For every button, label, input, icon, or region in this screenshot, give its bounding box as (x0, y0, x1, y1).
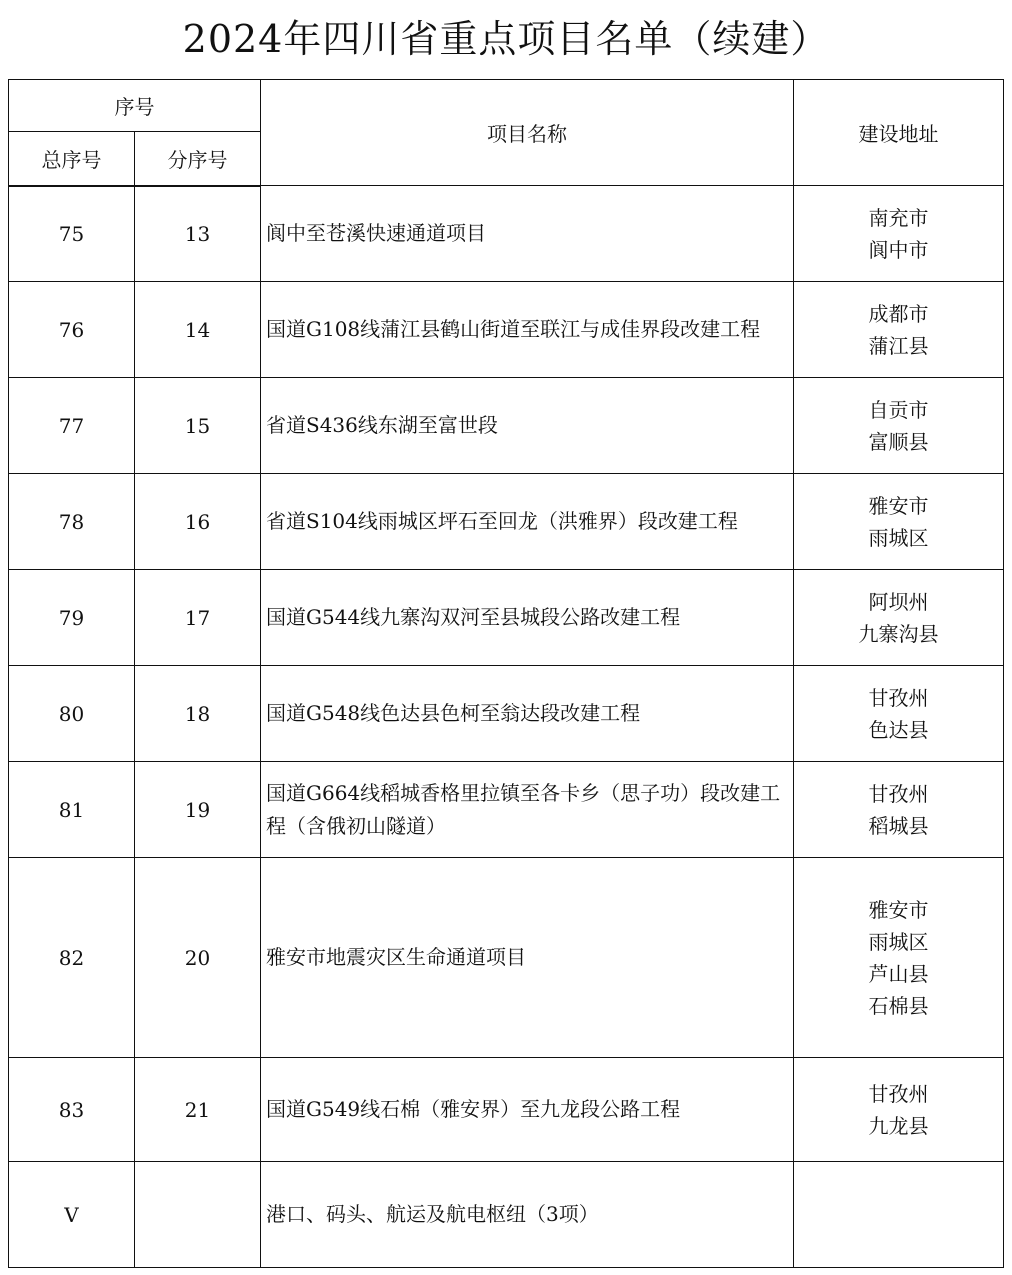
project-name-cell: 港口、码头、航运及航电枢纽（3项） (261, 1162, 794, 1268)
location-line: 甘孜州 (868, 781, 929, 806)
sub-seq-cell: 13 (135, 186, 261, 282)
total-seq-cell: 79 (9, 570, 135, 666)
table-body (9, 186, 1004, 1268)
sub-seq-cell: 16 (135, 474, 261, 570)
header-project-name: 项目名称 (261, 80, 794, 186)
location-cell (794, 762, 1004, 858)
total-seq-cell: 78 (9, 474, 135, 570)
table-row (9, 1058, 1004, 1162)
location-line: 蒲江县 (868, 333, 929, 358)
sub-seq-cell: 19 (135, 762, 261, 858)
total-seq-cell: 81 (9, 762, 135, 858)
project-name-cell: 国道G549线石棉（雅安界）至九龙段公路工程 (261, 1058, 794, 1162)
location-line: 甘孜州 (868, 1081, 929, 1106)
location-cell (794, 1162, 1004, 1268)
sub-seq-cell: 20 (135, 858, 261, 1058)
location-line: 甘孜州 (868, 685, 929, 710)
location-cell (794, 282, 1004, 378)
project-name-cell: 国道G548线色达县色柯至翁达段改建工程 (261, 666, 794, 762)
header-row-top (9, 80, 1004, 132)
sub-seq-cell: 21 (135, 1058, 261, 1162)
sub-seq-cell: 18 (135, 666, 261, 762)
location-line: 九寨沟县 (858, 621, 939, 646)
header-total-seq: 总序号 (9, 132, 135, 186)
location-line: 阆中市 (868, 237, 929, 262)
table-row (9, 282, 1004, 378)
location-line: 雨城区 (868, 929, 929, 954)
location-cell (794, 666, 1004, 762)
header-location: 建设地址 (794, 80, 1004, 186)
location-line: 雨城区 (868, 525, 929, 550)
project-name-cell: 国道G108线蒲江县鹤山街道至联江与成佳界段改建工程 (261, 282, 794, 378)
table-row (9, 762, 1004, 858)
table-row (9, 666, 1004, 762)
location-line: 南充市 (868, 205, 929, 230)
total-seq-cell: 82 (9, 858, 135, 1058)
table-row (9, 186, 1004, 282)
location-line: 雅安市 (868, 493, 929, 518)
table-row (9, 1162, 1004, 1268)
location-line: 芦山县 (868, 961, 929, 986)
location-line: 富顺县 (868, 429, 929, 454)
project-table (8, 79, 1004, 1268)
total-seq-cell: 80 (9, 666, 135, 762)
sub-seq-cell (135, 1162, 261, 1268)
location-cell (794, 858, 1004, 1058)
project-name-cell: 省道S104线雨城区坪石至回龙（洪雅界）段改建工程 (261, 474, 794, 570)
sub-seq-cell: 17 (135, 570, 261, 666)
location-line: 色达县 (868, 717, 929, 742)
location-line: 稻城县 (868, 813, 929, 838)
table-row (9, 474, 1004, 570)
sub-seq-cell: 14 (135, 282, 261, 378)
location-line: 自贡市 (868, 397, 929, 422)
project-name-cell: 国道G544线九寨沟双河至县城段公路改建工程 (261, 570, 794, 666)
location-line: 石棉县 (868, 993, 929, 1018)
total-seq-cell: 76 (9, 282, 135, 378)
location-line: 成都市 (868, 301, 929, 326)
location-cell (794, 186, 1004, 282)
header-seq-group: 序号 (9, 80, 261, 132)
project-name-cell: 阆中至苍溪快速通道项目 (261, 186, 794, 282)
sub-seq-cell: 15 (135, 378, 261, 474)
location-cell (794, 378, 1004, 474)
header-sub-seq: 分序号 (135, 132, 261, 186)
total-seq-cell: 83 (9, 1058, 135, 1162)
location-line: 阿坝州 (868, 589, 929, 614)
project-name-cell: 雅安市地震灾区生命通道项目 (261, 858, 794, 1058)
table-row (9, 378, 1004, 474)
total-seq-cell: 75 (9, 186, 135, 282)
total-seq-cell: V (9, 1162, 135, 1268)
location-cell (794, 474, 1004, 570)
table-row (9, 570, 1004, 666)
location-line: 九龙县 (868, 1113, 929, 1138)
location-line: 雅安市 (868, 897, 929, 922)
document-title: 2024年四川省重点项目名单（续建） (182, 17, 830, 61)
table-row (9, 858, 1004, 1058)
location-cell (794, 570, 1004, 666)
total-seq-cell: 77 (9, 378, 135, 474)
project-name-cell: 国道G664线稻城香格里拉镇至各卡乡（思子功）段改建工程（含俄初山隧道） (261, 762, 794, 858)
location-cell (794, 1058, 1004, 1162)
project-name-cell: 省道S436线东湖至富世段 (261, 378, 794, 474)
